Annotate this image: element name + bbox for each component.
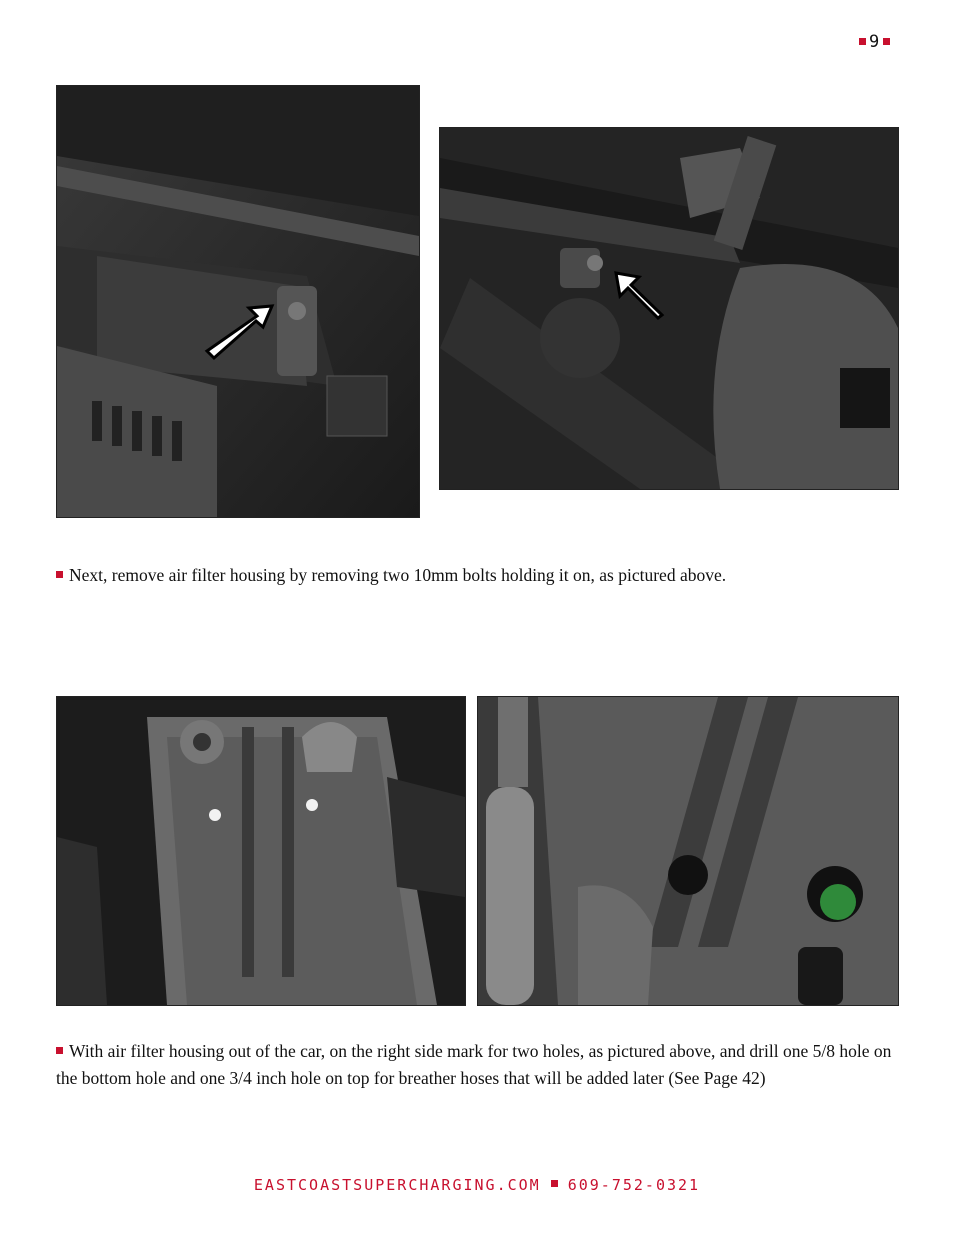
footer-phone: 609-752-0321 [567,1176,701,1194]
instruction-text-2: With air filter housing out of the car, on the right side mark for two holes, as pictured above, and drill one 5/8 hole on the bottom hole and one 3/4 inch hole on top for breather hoses that will be added later (See Page 42) [56,1041,892,1088]
red-square-icon [551,1180,558,1187]
photo-housing-marked-left [56,696,466,1006]
photo-air-filter-bolt-right [439,127,899,490]
footer [0,1176,954,1194]
photo-housing-drilled-right [477,696,899,1006]
instruction-text-1: Next, remove air filter housing by removing two 10mm bolts holding it on, as pictured above. [69,565,727,585]
red-bullet-icon [56,1047,63,1054]
instruction-paragraph-1 [56,562,898,589]
photo-air-filter-bolt-left [56,85,420,518]
page-number-text: 9 [869,32,881,52]
footer-website: EASTCOASTSUPERCHARGING.COM [253,1176,541,1194]
red-square-icon [883,38,890,45]
instruction-paragraph-2 [56,1038,898,1092]
red-bullet-icon [56,571,63,578]
red-square-icon [859,38,866,45]
page-number [856,32,893,52]
